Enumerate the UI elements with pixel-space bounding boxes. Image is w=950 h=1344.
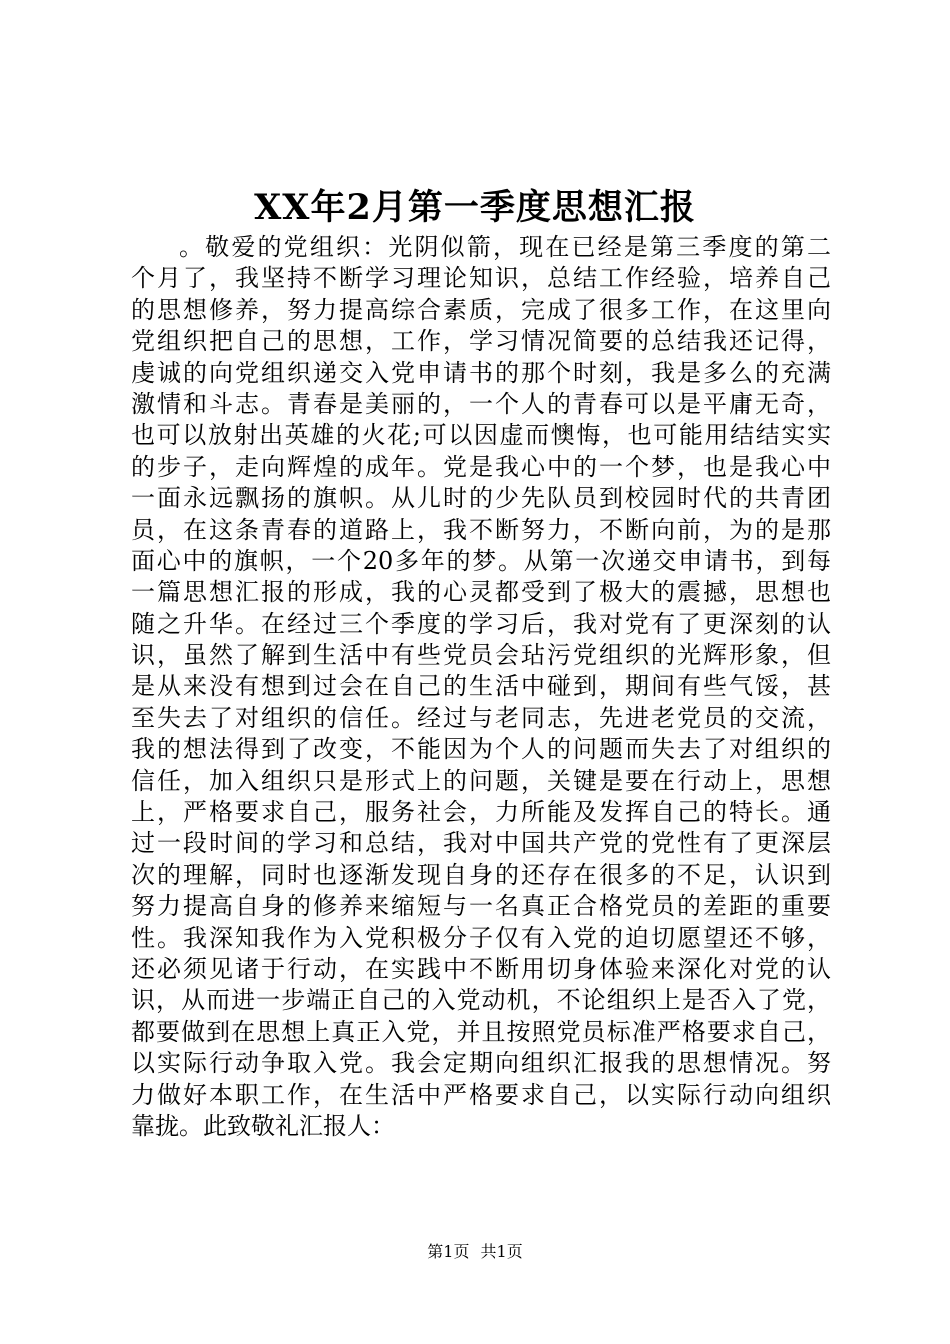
body-line: 识，从而进一步端正自己的入党动机，不论组织上是否入了党，	[131, 986, 831, 1015]
body-line: 一面永远飘扬的旗帜。从儿时的少先队员到校园时代的共青团	[131, 484, 831, 513]
body-line: 员，在这条青春的道路上，我不断努力，不断向前，为的是那	[131, 515, 831, 544]
body-line: 也可以放射出英雄的火花;可以因虚而懊悔，也可能用结结实实	[131, 421, 831, 450]
body-line: 至失去了对组织的信任。经过与老同志，先进老党员的交流，	[131, 703, 831, 732]
body-line: 识，虽然了解到生活中有些党员会玷污党组织的光辉形象，但	[131, 641, 831, 670]
body-line: 党组织把自己的思想，工作，学习情况简要的总结我还记得，	[131, 327, 831, 356]
body-line: 性。我深知我作为入党积极分子仅有入党的迫切愿望还不够，	[131, 923, 831, 952]
body-text	[131, 232, 831, 1142]
body-line: 以实际行动争取入党。我会定期向组织汇报我的思想情况。努	[131, 1049, 831, 1078]
body-line: 过一段时间的学习和总结，我对中国共产党的党性有了更深层	[131, 829, 831, 858]
body-line: 我的想法得到了改变，不能因为个人的问题而失去了对组织的	[131, 735, 831, 764]
page-footer	[0, 1240, 950, 1264]
page-number: 第1页	[427, 1242, 470, 1261]
page-total: 共1页	[480, 1242, 523, 1261]
body-line: 力做好本职工作，在生活中严格要求自己，以实际行动向组织	[131, 1080, 831, 1109]
body-line: 努力提高自身的修养来缩短与一名真正合格党员的差距的重要	[131, 892, 831, 921]
body-line: 上，严格要求自己，服务社会，力所能及发挥自己的特长。通	[131, 798, 831, 827]
body-line: 的思想修养，努力提高综合素质，完成了很多工作，在这里向	[131, 295, 831, 324]
body-line: 都要做到在思想上真正入党，并且按照党员标准严格要求自己，	[131, 1017, 831, 1046]
body-line: 面心中的旗帜，一个20多年的梦。从第一次递交申请书，到每	[131, 546, 831, 575]
body-line: 激情和斗志。青春是美丽的，一个人的青春可以是平庸无奇，	[131, 389, 831, 418]
body-line: 虔诚的向党组织递交入党申请书的那个时刻，我是多么的充满	[131, 358, 831, 387]
body-line: 信任，加入组织只是形式上的问题，关键是要在行动上，思想	[131, 766, 831, 795]
body-line: 还必须见诸于行动，在实践中不断用切身体验来深化对党的认	[131, 954, 831, 983]
body-line: 。敬爱的党组织：光阴似箭，现在已经是第三季度的第二	[179, 233, 831, 261]
body-line: 的步子，走向辉煌的成年。党是我心中的一个梦，也是我心中	[131, 452, 831, 481]
body-line: 个月了，我坚持不断学习理论知识，总结工作经验，培养自己	[131, 264, 831, 293]
body-line: 次的理解，同时也逐渐发现自身的还存在很多的不足，认识到	[131, 860, 831, 889]
body-line: 靠拢。此致敬礼汇报人：	[131, 1111, 395, 1140]
page-title: XX年2月第一季度思想汇报	[254, 187, 696, 228]
body-line: 一篇思想汇报的形成，我的心灵都受到了极大的震撼，思想也	[131, 578, 831, 607]
body-line: 是从来没有想到过会在自己的生活中碰到，期间有些气馁，甚	[131, 672, 831, 701]
body-line: 随之升华。在经过三个季度的学习后，我对党有了更深刻的认	[131, 609, 831, 638]
